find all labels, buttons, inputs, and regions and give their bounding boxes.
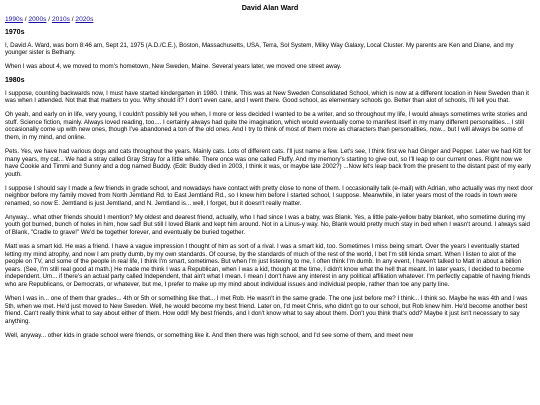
paragraph: Pets. Yes, we have had various dogs and cats throughout the years. Mainly cats. Lots of different cats. I'll just name a few. Let's see, I think first we had Ginger and Pepper. Later we had Kitt for many years, my cat... We had a stray called Gray Stray for a little while. There once was one called Fluffy. And my memory's starting to give out, so I'll leap to our current ones. Right now we have Cookie and Timmi and Sunny and a dog named Buddy. (Edit: Buddy died in 2003, I think it was, or maybe late 2002?) ...Now let's leap back from the present to the distant past of my early youth. — [5, 147, 531, 178]
section-heading: 1980s — [5, 77, 25, 85]
section-1980s — [5, 77, 535, 339]
section-1970s — [5, 29, 535, 71]
paragraph: Matt was a smart kid. He was a friend. I have a vague impression I thought of him as sort of a rival. I was a smart kid, too. Sometimes I miss being smart. Over the years I eventually started letting my mind atrophy, and now I am pretty dumb, by my own standards. Of course, by the standards of much of the rest of the world, I bet I'm still kinda smart. When I listen to alot of the people on TV, and some of the people in real life, I think I'm smart, sometimes. But when I'm just listening to me, I often think I'm dumb. In any event, I haven't talked to Matt in about a billion years. (See, I'm still real good at math.) He made me think I was a Republican, when I was a kid, though at the time, I didn't know what the hell that meant. In later years, I decided to become independent. Um... if there's an actual party called Independent, that ain't what I mean. I mean I don't have any interest in any political affiliation whatever. I'm perfectly capable of having friends who are Republicans, or Democrats, or whatever, but me, I prefer to make up my mind about individual issues and individual people, rather than toe any party line. — [5, 243, 531, 288]
nav-link-1990s[interactable]: 1990s — [5, 16, 23, 23]
nav-link-2010s[interactable]: 2010s — [51, 16, 70, 23]
decade-nav — [5, 16, 535, 24]
nav-separator: / — [46, 16, 52, 23]
nav-separator: / — [69, 16, 76, 23]
paragraph: I suppose, counting backwards now, I must have started kindergarten in 1980. I think. This was at New Sweden Consolidated School, which is now at a different location in New Sweden than it was when I attended. Not that that matters to you. Why should it? I don't even care, and I went there. Good school, as elementary schools go. Better than alot of schools, I'll tell you that. — [5, 89, 529, 105]
paragraph: I suppose I should say I made a few friends in grade school, and nowadays have contact with pretty close to none of them. I occasionally talk (e-mail) with Adrian, who actually was my next door neighbor before my family moved from North Jemtland Rd. to East Jemtland Rd., so I knew him before I started school, I suppose. Meanwhile, in later years most of the roads in town were renamed, so now E. Jemtland is just Jemtland, and N. Jemtland is... well, I forget, but it doesn't really matter. — [5, 184, 533, 207]
paragraph: I, David A. Ward, was born 8:46 am, Sept 21, 1975 (A.D./C.E.), Boston, Massachusetts, USA, Terra, Sol System, Milky Way Galaxy, Local Cluster. My parents are Ken and Diane, and my younger sister is Bethany. — [5, 41, 514, 57]
paragraph: Well, anyway... other kids in grade school were friends, or something like it. And then there was high school, and I'd see some of them, and meet new — [5, 331, 414, 339]
page-title: David Alan Ward — [241, 3, 299, 12]
nav-separator: / — [22, 16, 29, 23]
paragraph: When I was in... one of them thar grades... 4th or 5th or something like that... I met Rob. He wasn't in the same grade. The one just before me? I think... I think so. Maybe he was 4th and I was 5th, when we met. He'd just moved to New Sweden. Well, he would become my best friend. Later on, I'd meet Chris, who didn't go to our school, but Rob knew him. He'd become another best friend. Can't really think what to say about either of them. How odd! My best friends, and I don't know what to say about them. Don't you think that's odd? Maybe it just isn't necessary to say anything. — [5, 294, 528, 325]
paragraph: Oh yeah, and early on in life, very young, I couldn't possibly tell you when, I more or less decided I wanted to be a writer, and so throughout my life, I would always sometimes write stories and stuff. Science fiction, mainly. Always loved reading, too.... I certainly always had quite the imagination, which would eventually come to manifest itself in my many different personalities... I still occasionally come up with new ones, though I've abandoned a ton of the old ones. And I try to think of most of them more as characters than personalities, now... but I will always be some of them, in my mind, and online. — [5, 111, 528, 141]
paragraph: Anyway... what other friends should I mention? My oldest and dearest friend, actually, who I had since I was a baby, was Blank. Yes, a little pale-yellow baby blanket, who sometime during my youth got burned, bunch of holes in him, how sad! But still I loved Blank and kept him around. Not in a Linus-y way. No, Blank would pretty much stay in bed when I wasn't around. I always said of Blank, "Cradle to grave!" We'd be together forever, and eventually be buried together. — [5, 213, 530, 237]
nav-link-2000s[interactable]: 2000s — [28, 16, 47, 23]
nav-link-2020s[interactable]: 2020s — [75, 16, 94, 23]
paragraph: When I was about 4, we moved to mom's hometown, New Sweden, Maine. Several years later, we moved one street away. — [5, 63, 342, 71]
section-heading: 1970s — [5, 29, 25, 36]
